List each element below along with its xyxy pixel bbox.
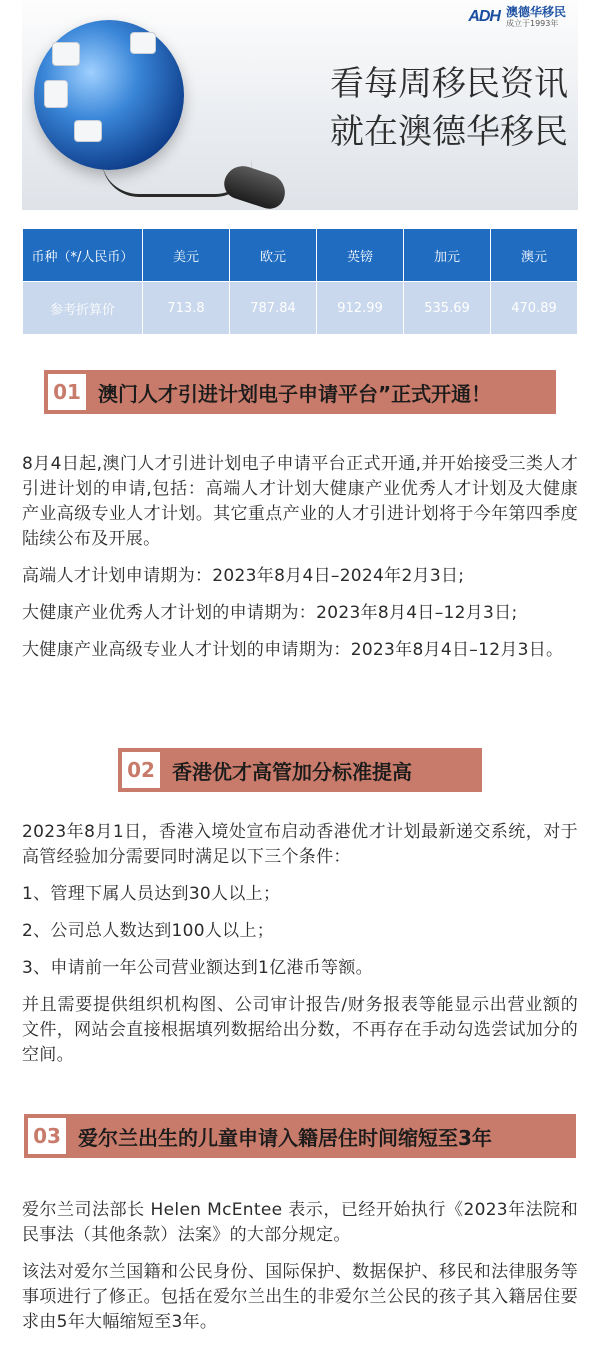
section-01-title: 澳门人才引进计划电子申请平台”正式开通！	[98, 381, 492, 406]
currency-eur: 欧元	[230, 229, 317, 282]
rate-cad: 535.69	[404, 282, 491, 335]
section-01-paragraph: 8月4日起,澳门人才引进计划电子申请平台正式开通,并开始接受三类人才引进计划的申请,包括：高端人才计划大健康产业优秀人才计划及大健康产业高级专业人才计划。其它重点产业的人才引进计划将于今年第四季度陆续公布及开展。	[22, 454, 578, 549]
puzzle-globe-icon	[34, 20, 184, 170]
section-02-header	[118, 748, 482, 792]
section-03-number: 03	[28, 1118, 66, 1154]
rate-value-row	[23, 282, 578, 335]
section-03-paragraph: 该法对爱尔兰国籍和公民身份、国际保护、数据保护、移民和法律服务等事项进行了修正。包括在爱尔兰出生的非爱尔兰公民的孩子其入籍居住要求由5年大幅缩短至3年。	[22, 1262, 578, 1332]
rate-header-row	[23, 229, 578, 282]
logo-mark: ADH	[468, 8, 500, 25]
section-01-paragraph: 大健康产业高级专业人才计划的申请期为：2023年8月4日–12月3日。	[22, 640, 564, 660]
headline-line-1: 看每周移民资讯	[330, 64, 568, 104]
section-02-paragraph: 2023年8月1日，香港入境处宣布启动香港优才计划最新递交系统，对于高管经验加分需要同时满足以下三个条件：	[22, 822, 578, 867]
rate-usd: 713.8	[143, 282, 230, 335]
computer-mouse-icon	[220, 161, 289, 210]
section-02-paragraph: 1、管理下属人员达到30人以上；	[22, 884, 281, 904]
section-01-number: 01	[48, 374, 86, 410]
currency-header-label: 币种（*/人民币）	[23, 229, 143, 282]
company-logo	[468, 6, 566, 28]
section-01-body	[22, 452, 578, 663]
logo-subtitle: 成立于1993年	[505, 19, 559, 28]
currency-usd: 美元	[143, 229, 230, 282]
section-03-header	[24, 1114, 576, 1158]
section-01-paragraph: 高端人才计划申请期为：2023年8月4日–2024年2月3日;	[22, 566, 465, 586]
section-02-paragraph: 3、申请前一年公司营业额达到1亿港币等额。	[22, 958, 373, 978]
section-01-header	[44, 370, 556, 414]
headline-line-2: 就在澳德华移民	[330, 112, 568, 152]
section-02-paragraph: 并且需要提供组织机构图、公司审计报告/财务报表等能显示出营业额的文件，网站会直接根据填列数据给出分数，不再存在手动勾选尝试加分的空间。	[22, 995, 578, 1065]
section-01-paragraph: 大健康产业优秀人才计划的申请期为：2023年8月4日–12月3日;	[22, 603, 518, 623]
section-02-title: 香港优才高管加分标准提高	[172, 759, 412, 784]
section-02-body	[22, 820, 578, 1068]
exchange-rate-table	[22, 228, 578, 335]
rate-gbp: 912.99	[317, 282, 404, 335]
currency-aud: 澳元	[491, 229, 578, 282]
section-03-body	[22, 1198, 578, 1335]
header-banner	[22, 0, 578, 210]
rate-row-label: 参考折算价	[23, 282, 143, 335]
section-03-title: 爱尔兰出生的儿童申请入籍居住时间缩短至3年	[78, 1125, 492, 1150]
logo-name: 澳德华移民	[505, 5, 566, 19]
banner-headline	[218, 60, 568, 156]
section-02-paragraph: 2、公司总人数达到100人以上；	[22, 921, 275, 941]
section-02-number: 02	[122, 752, 160, 788]
currency-cad: 加元	[404, 229, 491, 282]
rate-eur: 787.84	[230, 282, 317, 335]
section-03-paragraph: 爱尔兰司法部长 Helen McEntee 表示，已经开始执行《2023年法院和民事法（其他条款）法案》的大部分规定。	[22, 1200, 578, 1245]
rate-aud: 470.89	[491, 282, 578, 335]
currency-gbp: 英镑	[317, 229, 404, 282]
